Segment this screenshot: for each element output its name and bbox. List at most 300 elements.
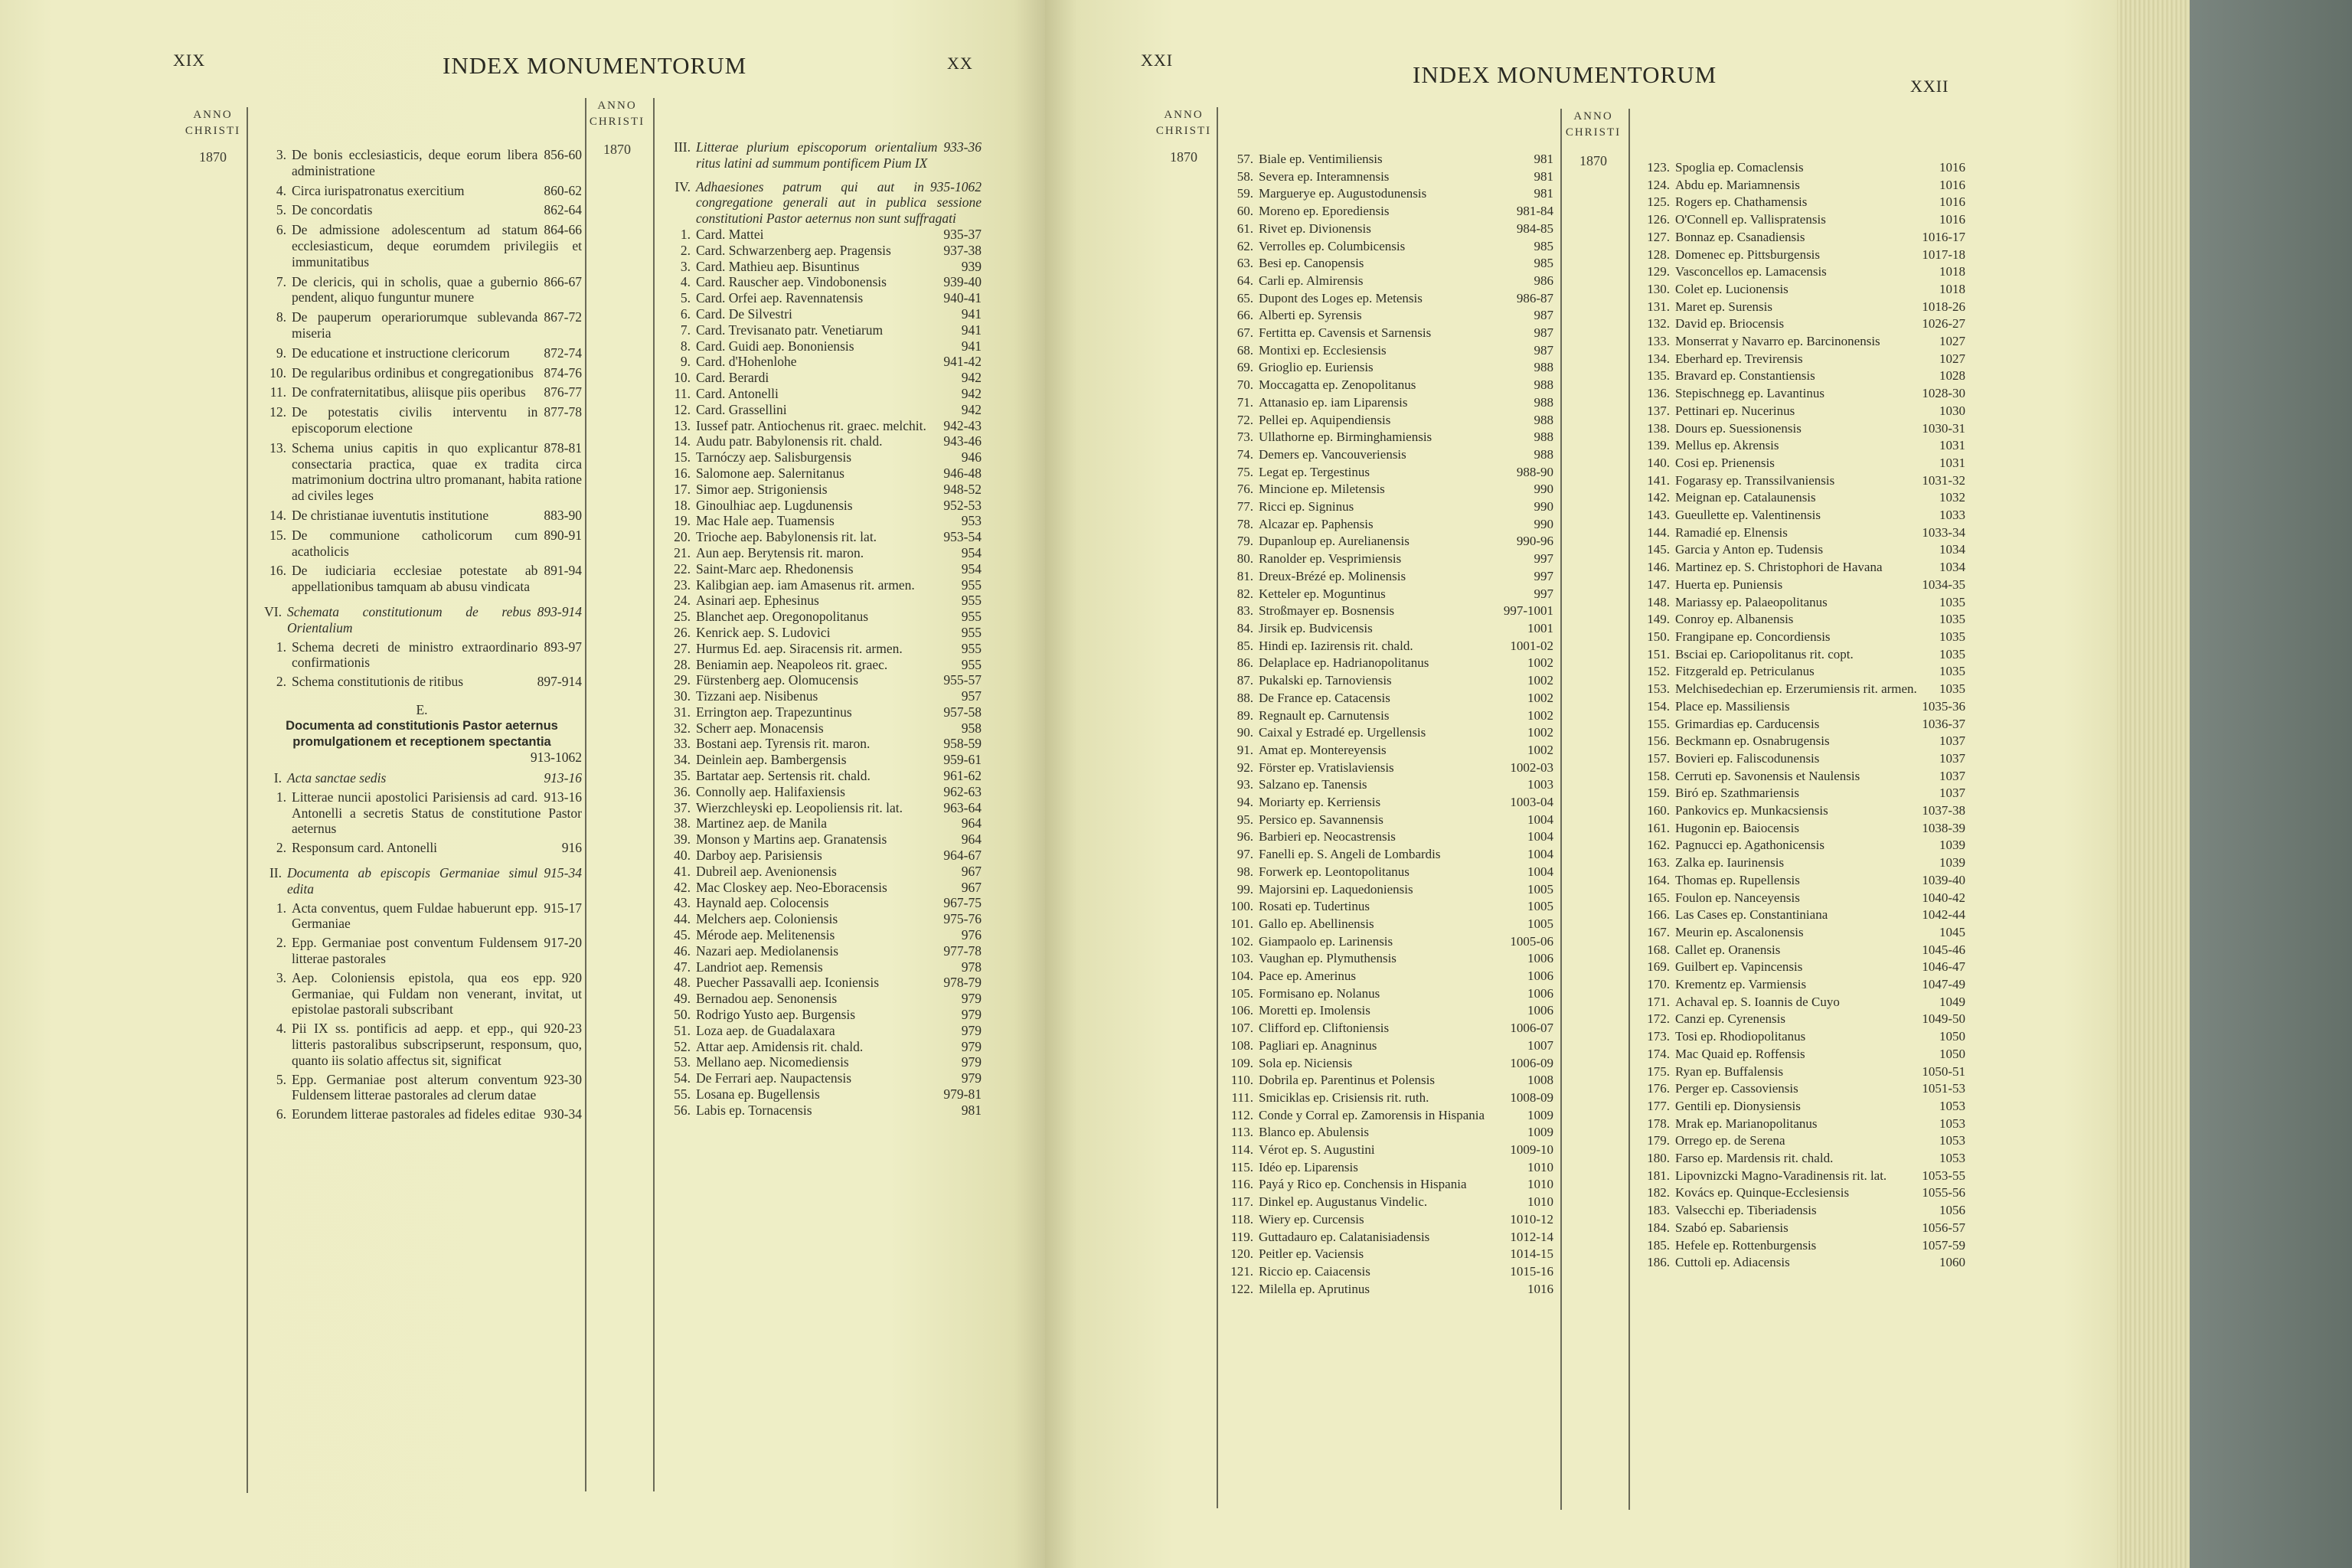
entry-title: Frangipane ep. Concordiensis [1675,629,1831,644]
entry-pages: 893-97 [544,639,582,655]
entry-pages: 860-62 [544,182,582,198]
entry-title: Tizzani aep. Nisibenus [696,688,818,704]
entry-pages: 1042-44 [1922,907,1965,923]
index-entry [262,384,582,400]
entry-pages: 1018 [1939,281,1965,296]
entry-text [1259,794,1553,812]
index-entry [665,927,982,943]
index-entry [1215,620,1553,638]
entry-pages: 952-53 [943,497,982,513]
entry-text [696,943,982,959]
entry-title: Card. Rauscher aep. Vindobonensis [696,274,887,290]
entry-number: 175. [1647,1063,1670,1079]
entry-pages: 990-96 [1516,534,1553,549]
entry-pages: 987 [1534,308,1553,323]
entry-number: 41. [674,863,691,879]
entry-number: 164. [1647,872,1670,887]
index-entry [1215,394,1553,412]
index-entry [665,784,982,800]
entry-number: 115. [1230,1159,1253,1174]
entry-text [696,1070,982,1086]
entry-number: 178. [1647,1116,1670,1131]
entry-title: Bsciai ep. Cariopolitanus rit. copt. [1675,646,1854,662]
entry-text [1259,429,1553,446]
right-column-2 [1632,159,1965,1272]
entry-text [1259,1107,1553,1125]
entry-text [1259,185,1553,203]
index-entry [665,370,982,386]
entry-pages: 1046-47 [1922,959,1965,975]
index-entry [1632,177,1965,194]
entry-title: Maret ep. Surensis [1675,299,1773,314]
entry-number: 121. [1230,1264,1253,1279]
entry-number: 7. [680,322,691,338]
index-entry [1632,906,1965,924]
entry-pages: 1004 [1527,829,1553,844]
entry-number: 181. [1647,1168,1670,1183]
entry-pages: 1050 [1939,1046,1965,1061]
entry-title: Eorundem litterae pastorales ad fideles editae [292,1106,536,1122]
entry-number: 8. [680,338,691,354]
index-entry [665,386,982,402]
index-entry [1215,1246,1553,1263]
entry-text [1259,377,1553,394]
entry-title: Ramadié ep. Elnensis [1675,524,1788,540]
entry-text [1675,159,1965,177]
entry-pages: 981 [1534,152,1553,166]
entry-title: De Ferrari aep. Naupactensis [696,1070,852,1086]
entry-pages: 1053 [1939,1116,1965,1131]
entry-text [1259,273,1553,290]
entry-pages: 1016 [1939,177,1965,192]
entry-title: Ketteler ep. Moguntinus [1259,586,1386,601]
index-entry [665,657,982,673]
entry-number: 177. [1647,1098,1670,1113]
entry-number: 109. [1230,1055,1253,1070]
index-entry [665,848,982,864]
entry-title: De communione catholicorum cum acatholicis [292,527,538,559]
entry-pages: 1039 [1939,838,1965,853]
index-entry [665,720,982,737]
entry-text [1259,1159,1553,1177]
entry-number: 149. [1647,612,1670,627]
entry-title: Montixi ep. Ecclesiensis [1259,342,1387,358]
index-entry [262,404,582,436]
entry-text [1259,1229,1553,1246]
entry-text [292,639,582,671]
index-entry [1632,716,1965,733]
entry-text [1259,1002,1553,1020]
entry-title: Moccagatta ep. Zenopolitanus [1259,377,1416,393]
index-entry [1215,1194,1553,1211]
index-entry [262,345,582,361]
entry-pages: 988 [1534,394,1553,410]
left-column-2 [665,139,982,1119]
index-entry [665,800,982,816]
entry-pages: 1053 [1939,1098,1965,1113]
entry-title: Labis ep. Tornacensis [696,1102,812,1118]
entry-number: 152. [1647,664,1670,679]
index-entry [1632,333,1965,351]
entry-title: Trioche aep. Babylonensis rit. lat. [696,529,877,545]
index-entry [665,306,982,322]
left-column-1 [262,147,582,1122]
entry-pages: 941 [961,338,982,354]
index-entry [262,1021,582,1068]
entry-number: 89. [1236,707,1253,723]
entry-number: 5. [276,1071,286,1087]
entry-number: 91. [1236,742,1253,757]
entry-pages: 1001-02 [1510,638,1553,653]
entry-number: 11. [674,385,691,401]
entry-text [1675,942,1965,959]
entry-text [292,563,582,595]
entry-title: Attanasio ep. iam Liparensis [1259,394,1408,410]
entry-text [1259,394,1553,412]
entry-text [1675,211,1965,229]
running-title: INDEX MONUMENTORUM [1413,61,1717,88]
entry-pages: 1007 [1527,1037,1553,1053]
entry-text [1259,481,1553,498]
entry-number: 11. [270,384,286,400]
entry-number: 22. [674,560,691,577]
entry-text [1675,315,1965,333]
entry-title: Martinez aep. de Manila [696,815,828,831]
entry-text [1675,1220,1965,1237]
entry-number: 30. [674,688,691,704]
entry-title: Krementz ep. Varmiensis [1675,977,1807,992]
entry-number: 137. [1647,403,1670,418]
index-entry [665,688,982,704]
entry-title: Forwerk ep. Leontopolitanus [1259,864,1410,879]
entry-number: 19. [674,513,691,529]
entry-number: 97. [1236,847,1253,862]
entry-number: IV. [675,178,691,194]
index-entry [1215,760,1553,777]
entry-text [696,449,982,466]
entry-number: 12. [674,401,691,417]
entry-number: 47. [674,959,691,975]
entry-title: Callet ep. Oranensis [1675,942,1781,957]
entry-number: 101. [1230,916,1253,931]
index-entry [665,943,982,959]
entry-number: 186. [1647,1255,1670,1270]
entry-number: 104. [1230,969,1253,984]
entry-text [1259,846,1553,864]
entry-number: 183. [1647,1203,1670,1218]
entry-number: 129. [1647,264,1670,279]
entry-pages: 1004 [1527,864,1553,879]
entry-number: 5. [276,202,286,218]
index-entry [665,911,982,927]
entry-pages: 1047-49 [1922,977,1965,992]
index-entry [1215,377,1553,394]
entry-pages: 1006 [1527,951,1553,966]
index-entry [1215,185,1553,203]
entry-title: Simor aep. Strigoniensis [696,481,828,497]
entry-pages: 1031 [1939,455,1965,470]
entry-number: 4. [276,182,286,198]
entry-title: Hurmus Ed. aep. Siracensis rit. armen. [696,640,903,656]
entry-pages: 935-1062 [929,178,982,194]
index-entry [1215,325,1553,342]
index-entry [1215,1107,1553,1125]
index-entry [1632,1063,1965,1081]
entry-title: Moretti ep. Imolensis [1259,1003,1370,1018]
entry-number: 179. [1647,1133,1670,1148]
entry-number: 120. [1230,1246,1253,1262]
entry-number: 103. [1230,951,1253,966]
index-entry [665,959,982,975]
entry-title: Salzano ep. Tanensis [1259,777,1367,792]
entry-pages: 997 [1534,586,1553,601]
index-entry [262,274,582,306]
entry-number: 70. [1236,377,1253,393]
index-entry [1632,1116,1965,1133]
index-entry [665,1023,982,1039]
column-rule [1628,109,1630,1510]
entry-number: 60. [1236,204,1253,219]
index-entry [665,139,982,172]
entry-pages: 964 [961,815,982,831]
entry-pages: 942 [961,385,982,401]
index-entry [1215,812,1553,829]
page-number-left: XXI [1141,51,1174,70]
entry-number: 116. [1230,1177,1253,1192]
entry-pages: 1010-12 [1510,1211,1553,1227]
entry-text [1259,638,1553,655]
entry-title: Gueullette ep. Valentinensis [1675,508,1821,523]
entry-pages: 963-64 [943,799,982,815]
index-entry [665,625,982,641]
entry-pages: 1005 [1527,881,1553,897]
index-entry [1215,1002,1553,1020]
entry-title: De iudiciaria ecclesiae potestate ab appellationibus tamquam ab abusu vindicata [292,563,538,595]
entry-number: 67. [1236,325,1253,341]
index-entry [665,1054,982,1070]
index-entry [1215,1020,1553,1037]
entry-text [1675,541,1965,559]
entry-title: Orrego ep. de Serena [1675,1133,1785,1148]
entry-number: 172. [1647,1011,1670,1027]
index-entry [665,815,982,831]
entry-number: 76. [1236,482,1253,497]
anno-christi-label: ANNO CHRISTI [1155,109,1212,137]
entry-text [1259,812,1553,829]
index-entry [262,508,582,524]
index-entry [1215,203,1553,220]
index-entry [1632,159,1965,177]
entry-number: 13. [674,417,691,433]
entry-number: 34. [674,752,691,768]
index-entry [665,513,982,529]
entry-number: 98. [1236,864,1253,879]
entry-title: De confraternitatibus, aliisque piis operibus [292,384,526,400]
index-entry [262,604,582,636]
entry-title: Carli ep. Almirensis [1259,273,1364,288]
section-title: Documenta ad constitutionis Pastor aeternus promulgationem et receptionem spectantia [286,718,558,749]
entry-title: Bernadou aep. Senonensis [696,991,838,1007]
entry-pages: 1050-51 [1922,1063,1965,1079]
entry-text [696,657,982,673]
entry-title: Loza aep. de Guadalaxara [696,1022,835,1038]
entry-pages: 953-54 [943,529,982,545]
entry-pages: 979 [961,1070,982,1086]
entry-title: Marguerye ep. Augustodunensis [1259,186,1427,201]
entry-title: Monson y Martins aep. Granatensis [696,831,887,848]
entry-pages: 942-43 [943,417,982,433]
entry-text [292,789,582,837]
entry-title: Fanelli ep. S. Angeli de Lombardis [1259,847,1441,862]
entry-pages: 1057-59 [1922,1237,1965,1253]
index-entry [1632,437,1965,455]
entry-pages: 933-36 [943,139,982,155]
entry-text [1675,906,1965,924]
entry-pages: 913-16 [544,789,582,805]
entry-pages: 967 [961,879,982,895]
entry-number: 38. [674,815,691,831]
entry-text [1259,742,1553,760]
entry-text [1675,959,1965,976]
entry-pages: 874-76 [544,364,582,381]
running-title: INDEX MONUMENTORUM [443,52,747,79]
entry-number: 43. [674,895,691,911]
entry-title: Pagnucci ep. Agathonicensis [1675,838,1824,853]
entry-text [696,370,982,386]
entry-number: 7. [276,273,286,289]
index-entry [1632,420,1965,438]
entry-title: Schema decreti de ministro extraordinario confirmationis [292,639,538,671]
entry-pages: 1018-26 [1922,299,1965,314]
index-entry [1632,646,1965,664]
entry-text [1675,1011,1965,1028]
entry-title: Vasconcellos ep. Lamacensis [1675,264,1827,279]
entry-title: Tarnóczy aep. Salisburgensis [696,449,852,466]
entry-text [1675,263,1965,281]
entry-pages: 954 [961,544,982,560]
index-entry [262,1072,582,1104]
entry-pages: 1035 [1939,629,1965,644]
index-entry [1215,220,1553,238]
entry-text [292,1072,582,1104]
entry-text [1675,489,1965,507]
year-label-2: 1870 [603,142,631,157]
entry-number: 63. [1236,256,1253,271]
entry-number: 92. [1236,760,1253,775]
entry-text [287,770,582,786]
entry-text [1259,760,1553,777]
entry-text [1259,307,1553,325]
entry-text [696,625,982,641]
entry-title: Kenrick aep. S. Ludovici [696,624,831,640]
entry-text [696,593,982,609]
entry-number: 171. [1647,994,1670,1009]
entry-pages: 1016 [1527,1281,1553,1296]
entry-pages: 986 [1534,273,1553,288]
entry-title: Landriot aep. Remensis [696,959,823,975]
entry-number: 32. [674,720,691,736]
entry-text [1675,1254,1965,1272]
entry-title: Dupanloup ep. Aurelianensis [1259,534,1410,549]
entry-pages: 916 [561,840,582,856]
entry-title: Mellus ep. Akrensis [1675,438,1779,453]
index-entry [665,545,982,561]
entry-number: 27. [674,640,691,656]
index-entry [1632,229,1965,247]
entry-pages: 979 [961,1007,982,1023]
entry-text [1675,351,1965,368]
entry-number: 18. [674,497,691,513]
entry-pages: 957 [961,688,982,704]
index-entry [1215,864,1553,881]
entry-title: Amat ep. Montereyensis [1259,742,1387,757]
entry-number: 53. [674,1054,691,1070]
entry-text [1259,290,1553,308]
entry-text [696,322,982,338]
index-entry [665,609,982,625]
entry-number: 48. [674,975,691,991]
entry-pages: 964 [961,831,982,848]
entry-pages: 979 [961,1054,982,1070]
entry-text [1675,646,1965,664]
index-entry [1215,238,1553,256]
index-entry [1632,959,1965,976]
index-entry [665,179,982,227]
entry-title: Beckmann ep. Osnabrugensis [1675,733,1830,749]
entry-pages: 981 [1534,186,1553,201]
entry-title: Domenec ep. Pittsburgensis [1675,247,1821,262]
entry-number: 139. [1647,438,1670,453]
index-entry [1632,1028,1965,1046]
entry-pages: 1016-17 [1922,229,1965,244]
entry-pages: 1002-03 [1510,760,1553,775]
entry-title: De admissione adolescentum ad statum ecclesiasticum, deque eorumdem privilegiis et immunitatibus [292,222,582,270]
entry-title: Lipovnizcki Magno-Varadinensis rit. lat. [1675,1168,1887,1183]
index-entry [1632,594,1965,612]
index-entry [262,840,582,856]
entry-title: Guttadauro ep. Calatanisiadensis [1259,1229,1430,1244]
index-entry [1215,359,1553,377]
entry-title: Abdu ep. Mariamnensis [1675,177,1800,192]
entry-title: Giampaolo ep. Larinensis [1259,933,1393,949]
entry-text [696,227,982,243]
entry-title: Gentili ep. Dionysiensis [1675,1098,1801,1113]
entry-pages: 1006 [1527,1003,1553,1018]
entry-number: 118. [1230,1211,1253,1227]
entry-number: 57. [1236,152,1253,166]
entry-text [1675,577,1965,594]
entry-text [1675,594,1965,612]
entry-text [1675,1150,1965,1168]
index-entry [1215,950,1553,968]
entry-pages: 1035 [1939,664,1965,679]
entry-pages: 877-78 [544,404,582,420]
entry-text [696,815,982,831]
entry-pages: 955-57 [943,672,982,688]
index-entry [665,354,982,370]
entry-text [696,672,982,688]
entry-pages: 1006 [1527,969,1553,984]
entry-title: Eberhard ep. Trevirensis [1675,351,1803,366]
entry-text [1259,550,1553,568]
entry-pages: 988-90 [1516,464,1553,479]
entry-title: Stroßmayer ep. Bosnensis [1259,603,1395,619]
index-entry [262,900,582,933]
entry-text [1259,203,1553,220]
index-entry [665,1039,982,1055]
entry-text [1675,472,1965,490]
entry-number: 123. [1647,160,1670,175]
